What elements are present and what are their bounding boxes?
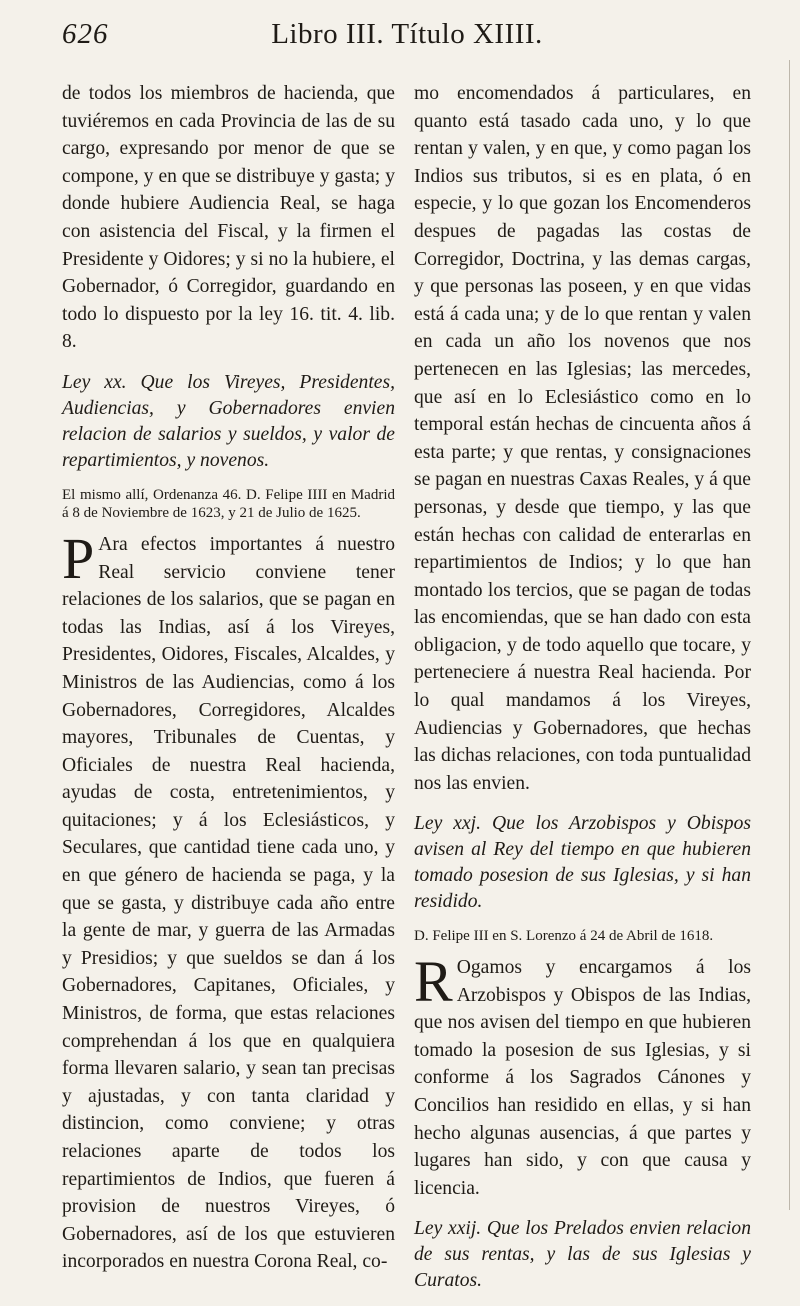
page-edge (789, 60, 790, 1210)
ley-20-text: Ara efectos importantes á nuestro Real servicio conviene tener relaciones de los salarios, que se pagan en todas las Indias, así á los Vireyes, Presidentes, Oidores, Fiscales, Alcaldes, y Ministros de las Audiencias, como á los Gobernadores, Corregidores, Alcaldes mayores, Tribunales de Cuentas, y Oficiales de nuestra Real hacienda, ayudas de costa, entretenimientos, y quitaciones; y á los Eclesiásticos, y Seculares, que cantidad tiene cada uno, y en que género de hacienda se paga, y la que se gasta, y distribuye cada año entre la gente de mar, y guerra de las Armadas y Presidios; y que sueldos se dan á los Gobernadores, Capitanes, Oficiales, y Ministros, de forma, que estas relaciones comprehendan á los que en qualquiera forma llevaren salario, y sean tan precisas y ajustadas, y con tanta claridad y distincion, como conviene; y otras relaciones aparte de todos los repartimientos de Indios, que fueren á provision de nuestros Vireyes, ó Gobernadores, así de los que estuvieren incorporados en nuestra Corona Real, co- (62, 533, 395, 1273)
page-header (62, 18, 752, 68)
ley-21-text: Ogamos y encargamos á los Arzobispos y Obispos de las Indias, que nos avisen del tiempo en que hubieren tomado la posesion de sus Iglesias, y si conforme á los Sagrados Cánones y Concilios han residido en ellas, y si han hecho algunas ausencias, á que partes y lugares han sido, y con que causa y licencia. (414, 956, 751, 1199)
ley-21-dropcap: R (414, 948, 453, 1014)
ley-20-body (62, 525, 395, 1276)
running-title: Libro III. Título XIIII. (271, 18, 543, 50)
ley-21-body (414, 948, 751, 1202)
right-column (414, 80, 751, 1306)
ley-22-heading: Ley xxij. Que los Prelados envien relacion de sus rentas, y las de sus Iglesias y Curatos. (414, 1218, 751, 1292)
page-number: 626 (62, 18, 109, 50)
intro-paragraph: de todos los miembros de hacienda, que tuviéremos en cada Provincia de las de su cargo, expresando por menor de que se compone, y en que se distribuye y gasta; y donde hubiere Audiencia Real, se haga con asistencia del Fiscal, y la firmen el Presidente y Oidores; y si no la hubiere, el Gobernador, ó Corregidor, guardando en todo lo dispuesto por la ley 16. tit. 4. lib. 8. (62, 83, 395, 353)
ley-20-source-note: El mismo allí, Ordenanza 46. D. Felipe IIII en Madrid á 8 de Noviembre de 1623, y 21 de Julio de 1625. (62, 486, 395, 522)
ley-20-dropcap: P (62, 525, 95, 591)
ley-20-heading: Ley xx. Que los Vireyes, Presidentes, Audiencias, y Gobernadores envien relacion de salarios y sueldos, y valor de repartimientos, y novenos. (62, 371, 395, 471)
ley-21-source-note: D. Felipe III en S. Lorenzo á 24 de Abril de 1618. (414, 928, 714, 945)
continuation-paragraph: mo encomendados á particulares, en quanto está tasado cada uno, y lo que rentan y valen, y en que, y como pagan los Indios sus tributos, si es en plata, ó en especie, y lo que gozan los Encomenderos despues de pagadas las costas de Corregidor, Doctrina, y las demas cargas, y que personas las poseen, y en que vidas está á cada una; y de lo que rentan y valen en cada un año los novenos que nos pertenecen en las Iglesias; las mercedes, que así en lo Eclesiástico como en lo temporal están hechas de cincuenta años á esta parte; y que rentas, y consignaciones se pagan en nuestras Caxas Reales, y á que personas, y desde que tiempo, y las que están hechas con calidad de enterarlas en repartimientos de Indios; y lo que han montado los tercios, que se pagan de todas las encomiendas, que se han dado con esta obligacion, y de todo aquello que tocare, y perteneciere á nuestra Real hacienda. Por lo qual mandamos á los Vireyes, Audiencias y Gobernadores, que hechas las dichas relaciones, con toda puntualidad nos las envien. (414, 83, 751, 794)
ley-21-heading: Ley xxj. Que los Arzobispos y Obispos avisen al Rey del tiempo en que hubieren tomado posesion de sus Iglesias, y si han residido. (414, 813, 751, 913)
left-column (62, 80, 395, 1276)
